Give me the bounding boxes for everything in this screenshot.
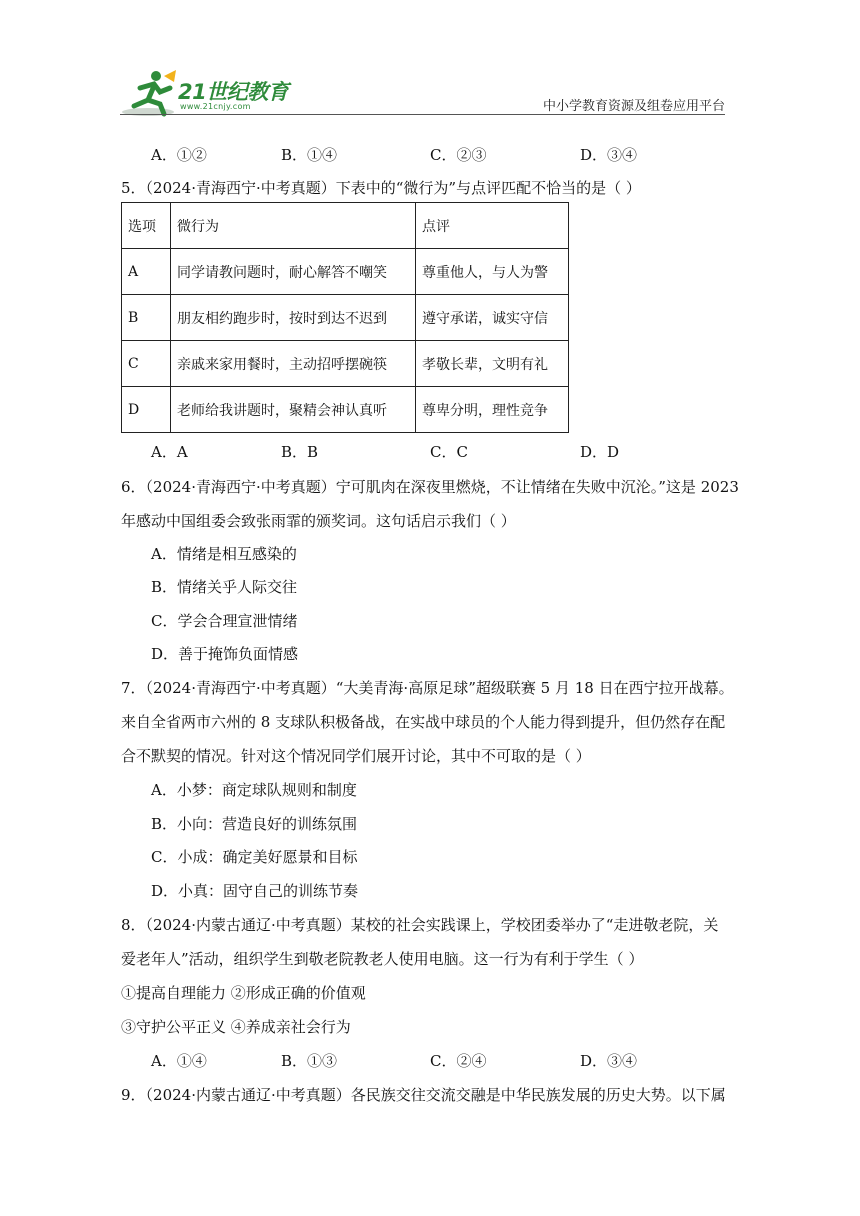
table-cell: 同学请教问题时，耐心解答不嘲笑 [171, 249, 416, 295]
platform-name: 中小学教育资源及组卷应用平台 [542, 99, 725, 114]
table-header-cell: 点评 [416, 203, 569, 249]
q7-option-c[interactable]: C．小成：确定美好愿景和目标 [151, 848, 358, 866]
table-cell: 尊重他人，与人为警 [416, 249, 569, 295]
q4-option-d[interactable]: D．③④ [580, 146, 638, 164]
q7-option-b[interactable]: B．小向：营造良好的训练氛围 [151, 815, 358, 833]
q5-option-c[interactable]: C．C [430, 443, 468, 461]
table-cell: A [122, 249, 171, 295]
q5-stem: 5．（2024·青海西宁·中考真题）下表中的“微行为”与点评匹配不恰当的是（ ） [121, 179, 641, 197]
q4-option-a[interactable]: A．①② [151, 146, 207, 164]
table-header-cell: 选项 [122, 203, 171, 249]
q5-option-d[interactable]: D．D [580, 443, 620, 461]
q7-stem-line: 合不默契的情况。针对这个情况同学们展开讨论，其中不可取的是（ ） [121, 747, 591, 765]
q7-option-d[interactable]: D．小真：固守自己的训练节奏 [151, 882, 359, 900]
q8-item-line: ①提高自理能力 ②形成正确的价值观 [121, 984, 366, 1002]
table-row [122, 341, 569, 387]
q5-option-b[interactable]: B．B [281, 443, 319, 461]
q7-stem-line: 7．（2024·青海西宁·中考真题）“大美青海·高原足球”超级联赛 5 月 18 日在西宁拉开战幕。 [121, 679, 734, 697]
table-cell: 孝敬长辈，文明有礼 [416, 341, 569, 387]
q6-option-b[interactable]: B．情绪关乎人际交往 [151, 578, 298, 596]
table-cell: 亲戚来家用餐时，主动招呼摆碗筷 [171, 341, 416, 387]
q4-option-b[interactable]: B．①④ [281, 146, 338, 164]
table-header-row [122, 203, 569, 249]
table-row [122, 387, 569, 433]
q4-option-c[interactable]: C．②③ [430, 146, 487, 164]
q8-stem-line: 8．（2024·内蒙古通辽·中考真题）某校的社会实践课上，学校团委举办了“走进敬老院，关 [121, 916, 719, 934]
q6-option-a[interactable]: A．情绪是相互感染的 [151, 545, 297, 563]
q9-stem-line: 9．（2024·内蒙古通辽·中考真题）各民族交往交流交融是中华民族发展的历史大势。以下属 [121, 1086, 726, 1104]
table-cell: 朋友相约跑步时，按时到达不迟到 [171, 295, 416, 341]
q8-option-d[interactable]: D．③④ [580, 1052, 638, 1070]
q8-option-a[interactable]: A．①④ [151, 1052, 207, 1070]
q8-stem-line: 爱老年人”活动，组织学生到敬老院教老人使用电脑。这一行为有利于学生（ ） [121, 950, 644, 968]
page-header [120, 62, 725, 124]
logo-text: 21世纪教育 [178, 80, 289, 104]
q6-stem-line: 年感动中国组委会致张雨霏的颁奖词。这句话启示我们（ ） [121, 512, 516, 530]
header-divider [120, 114, 725, 115]
q8-option-b[interactable]: B．①③ [281, 1052, 338, 1070]
table-header-cell: 微行为 [171, 203, 416, 249]
q6-option-c[interactable]: C．学会合理宣泄情绪 [151, 612, 298, 630]
q8-option-c[interactable]: C．②④ [430, 1052, 487, 1070]
table-row [122, 249, 569, 295]
q8-item-line: ③守护公平正义 ④养成亲社会行为 [121, 1018, 351, 1036]
q7-stem-line: 来自全省两市六州的 8 支球队积极备战，在实战中球员的个人能力得到提升，但仍然存在配 [121, 713, 726, 731]
table-row [122, 295, 569, 341]
q5-table [121, 202, 569, 433]
q6-stem-line: 6．（2024·青海西宁·中考真题）宁可肌肉在深夜里燃烧，不让情绪在失败中沉沦。”这是 2023 [121, 478, 739, 496]
table-cell: B [122, 295, 171, 341]
q5-option-a[interactable]: A．A [151, 443, 188, 461]
q6-option-d[interactable]: D．善于掩饰负面情感 [151, 645, 299, 663]
table-cell: D [122, 387, 171, 433]
logo-url: www.21cnjy.com [180, 102, 251, 111]
table-cell: C [122, 341, 171, 387]
table-cell: 尊卑分明，理性竞争 [416, 387, 569, 433]
table-cell: 遵守承诺，诚实守信 [416, 295, 569, 341]
table-cell: 老师给我讲题时，聚精会神认真听 [171, 387, 416, 433]
q7-option-a[interactable]: A．小梦：商定球队规则和制度 [151, 781, 357, 799]
